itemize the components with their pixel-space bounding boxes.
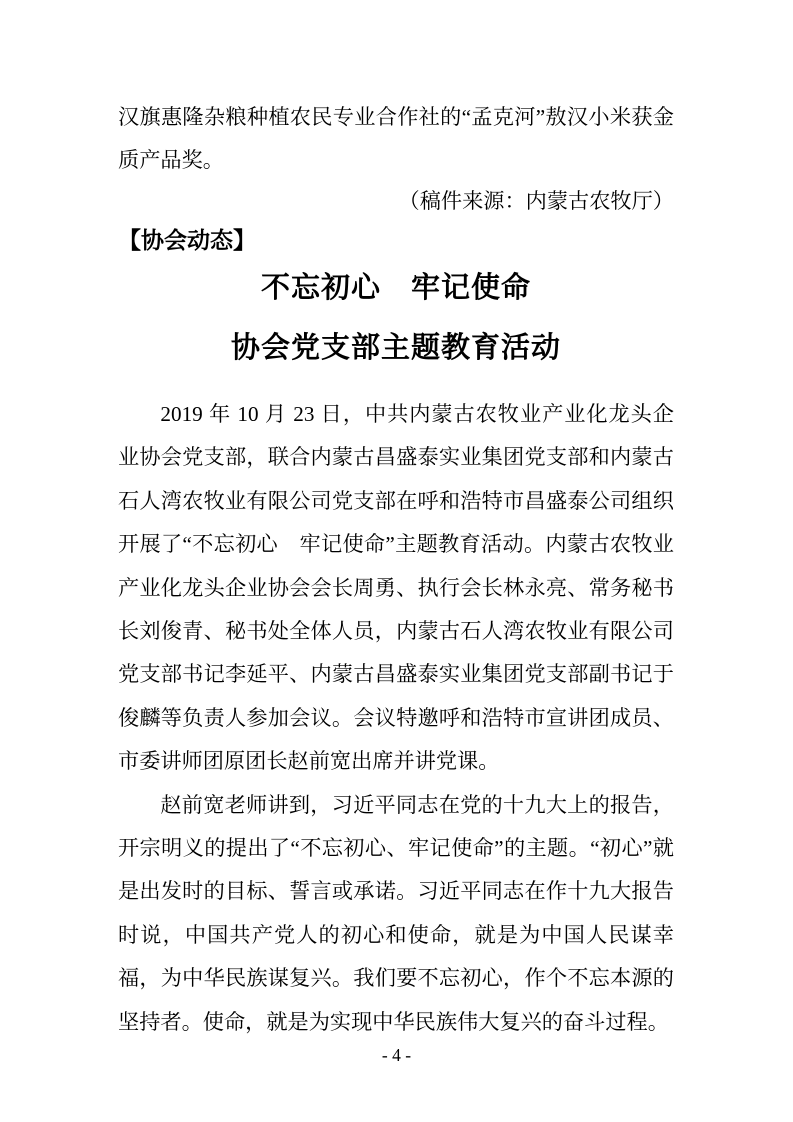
- page-number: - 4 -: [381, 1045, 412, 1065]
- article-title-line-1: 不忘初心 牢记使命: [260, 272, 531, 304]
- body-paragraph-2: 赵前宽老师讲到，习近平同志在党的十九大上的报告，开宗明义的提出了“不忘初心、牢记使命”的主题。“初心”就是出发时的目标、誓言或承诺。习近平同志在作十九大报告时说，中国共产党人的初心和使命，就是为中国人民谋幸福，为中华民族谋复兴。我们要不忘初心，作个不忘本源的坚持者。使命，就是为实现中华民族伟大复兴的奋斗过程。: [118, 792, 674, 1034]
- article-title-line-2: 协会党支部主题教育活动: [230, 332, 561, 364]
- article-body: [118, 393, 674, 1044]
- section-header: 【协会动态】: [118, 227, 256, 253]
- body-paragraph-1: 2019 年 10 月 23 日，中共内蒙古农牧业产业化龙头企业协会党支部，联合内蒙古昌盛泰实业集团党支部和内蒙古石人湾农牧业有限公司党支部在呼和浩特市昌盛泰公司组织开展了“不忘初心 牢记使命”主题教育活动。内蒙古农牧业产业化龙头企业协会会长周勇、执行会长林永亮、常务秘书长刘俊青、秘书处全体人员，内蒙古石人湾农牧业有限公司党支部书记李延平、内蒙古昌盛泰实业集团党支部副书记于俊麟等负责人参加会议。会议特邀呼和浩特市宣讲团成员、市委讲师团原团长赵前宽出席并讲党课。: [118, 402, 674, 774]
- intro-paragraph: 汉旗惠隆杂粮种植农民专业合作社的“孟克河”敖汉小米获金质产品奖。: [118, 105, 674, 173]
- source-attribution-line: （稿件来源：内蒙古农牧厅）: [398, 189, 674, 213]
